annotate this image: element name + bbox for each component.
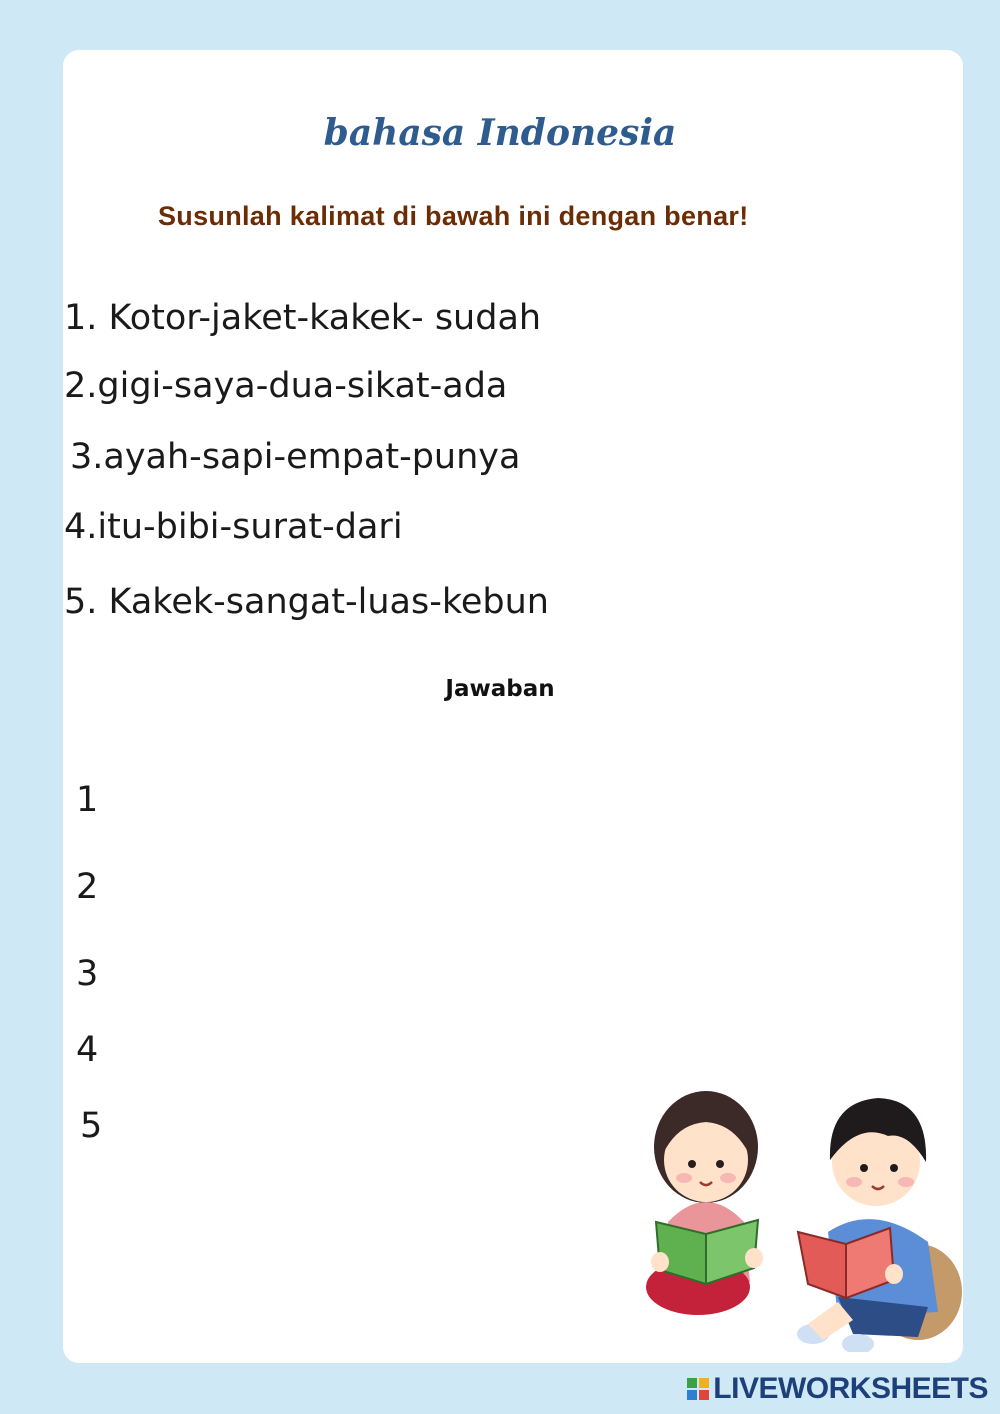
worksheet-title: bahasa Indonesia <box>323 112 677 154</box>
instruction-text: Susunlah kalimat di bawah ini dengan benar! <box>158 201 749 231</box>
question-4: 4.itu-bibi-surat-dari <box>64 507 403 547</box>
children-reading-books-icon <box>638 1062 968 1352</box>
question-5: 5. Kakek-sangat-luas-kebun <box>64 582 549 622</box>
liveworksheets-logo-icon <box>686 1377 710 1401</box>
question-2: 2.gigi-saya-dua-sikat-ada <box>64 366 508 406</box>
answer-number-3: 3 <box>76 954 99 994</box>
answer-number-5: 5 <box>80 1106 103 1146</box>
brand-name[interactable]: LIVEWORKSHEETS <box>713 1372 988 1405</box>
footer-brand <box>686 1372 988 1406</box>
girl-reading-icon <box>646 1091 763 1315</box>
question-3: 3.ayah-sapi-empat-punya <box>70 437 521 477</box>
boy-reading-icon <box>797 1098 962 1352</box>
answer-number-4: 4 <box>76 1030 99 1070</box>
question-1: 1. Kotor-jaket-kakek- sudah <box>64 298 542 338</box>
answer-number-1: 1 <box>76 780 99 820</box>
answer-heading: Jawaban <box>445 676 555 702</box>
answer-number-2: 2 <box>76 867 99 907</box>
